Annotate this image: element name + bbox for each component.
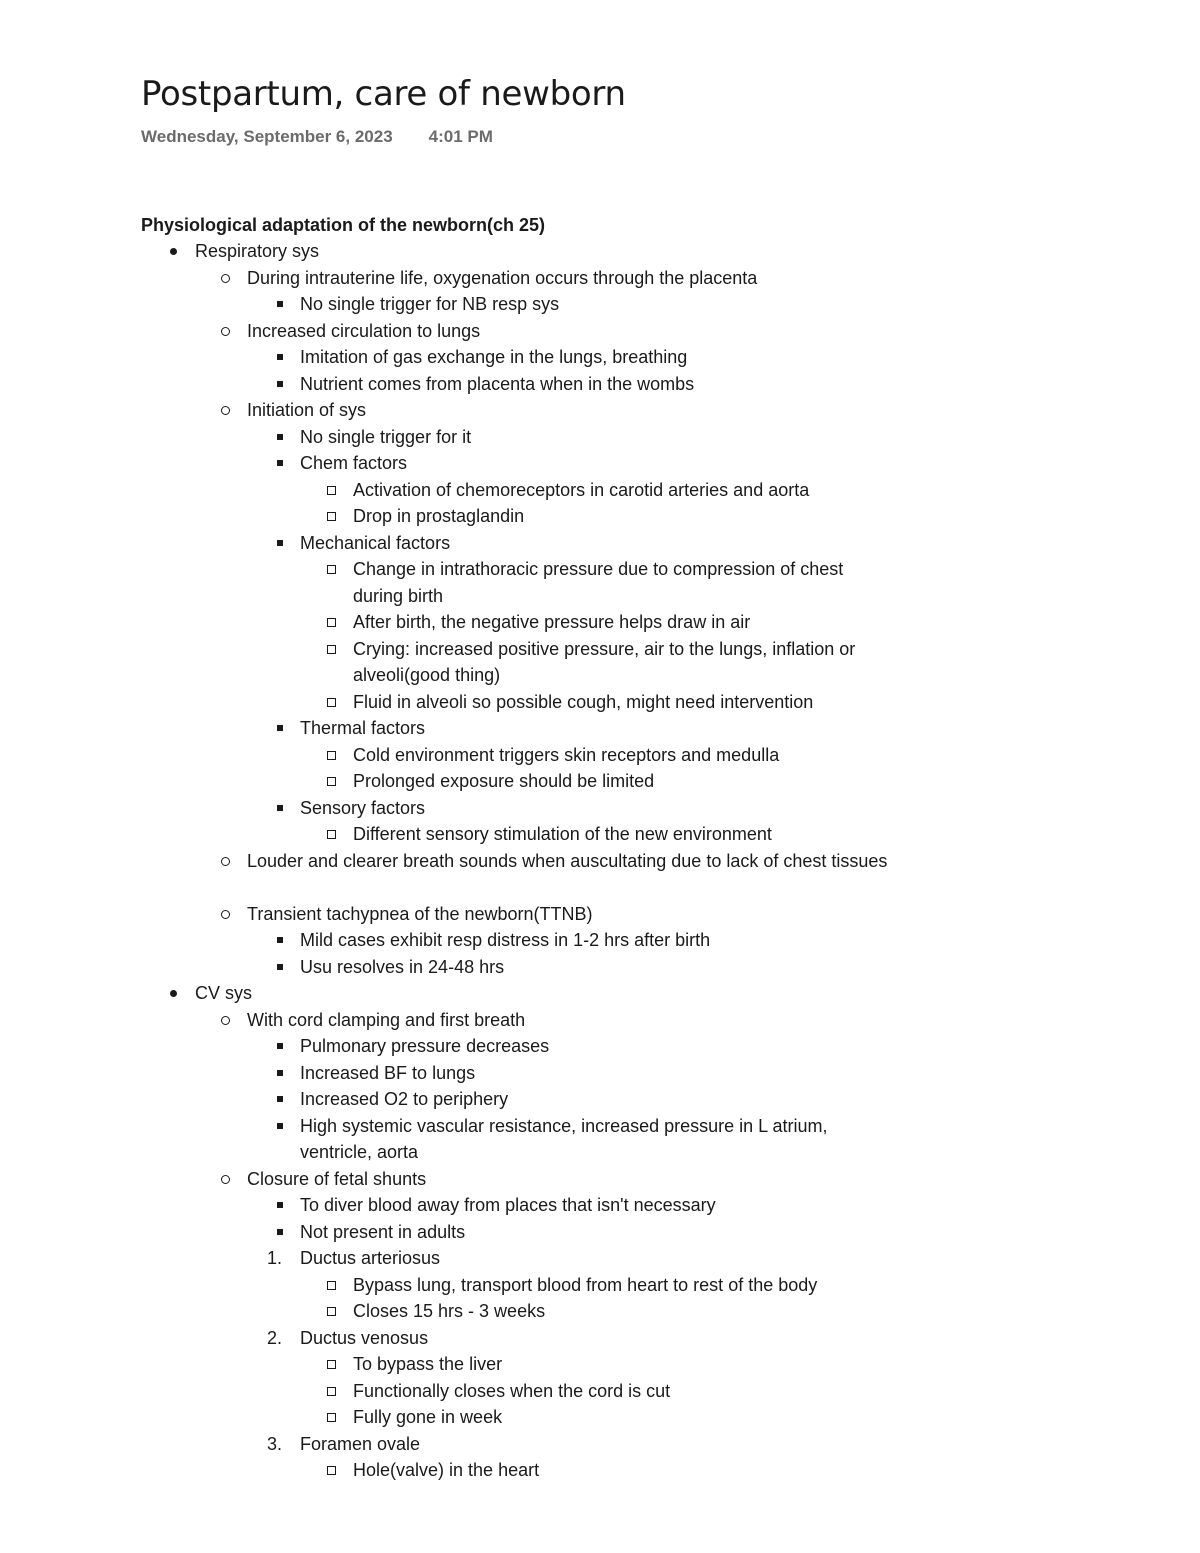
list-item [300,291,890,318]
list-item-text: Mild cases exhibit resp distress in 1-2 hrs after birth [300,930,711,950]
list-item [353,1272,890,1299]
list-item-text: Closure of fetal shunts [247,1168,427,1189]
section-heading: Physiological adaptation of the newborn(ch 25) [141,215,546,235]
list-item [353,477,890,504]
list-item-text: Ductus arteriosus [300,1248,441,1268]
list-item-text: Different sensory stimulation of the new environment [353,824,772,844]
list-item [353,1457,890,1484]
list-item [247,318,890,345]
list-item [247,397,890,424]
list-item-text: Sensory factors [300,797,426,818]
list-item-text: Increased circulation to lungs [247,320,481,341]
list-item-text: Change in intrathoracic pressure due to compression of chest during birth [353,559,844,606]
list-item [300,1060,890,1087]
list-item-text: Usu resolves in 24-48 hrs [300,956,505,977]
list-item [300,954,890,981]
list-item [353,821,890,848]
list-item [353,556,890,609]
list-item [353,689,890,716]
list-item [353,742,890,769]
list-item [247,848,890,875]
list-item-text: Chem factors [300,453,408,473]
list-item-text: Initiation of sys [247,400,367,420]
list-item [353,503,890,530]
list-item [300,424,890,451]
list-item-text: Prolonged exposure should be limited [353,771,655,791]
page-title: Postpartum, care of newborn [141,74,626,114]
list-item-text: Imitation of gas exchange in the lungs, breathing [300,347,688,367]
list-item-text: Respiratory sys [195,241,320,261]
list-item [353,1351,890,1378]
list-item-text: Bypass lung, transport blood from heart to rest of the body [353,1274,818,1295]
list-item-text: Not present in adults [300,1221,466,1242]
list-item [267,1325,890,1352]
list-item-text: CV sys [195,983,253,1003]
list-item-text: No single trigger for it [300,426,472,447]
list-item [300,344,890,371]
list-item-text: With cord clamping and first breath [247,1009,526,1030]
list-item-text: After birth, the negative pressure helps draw in air [353,612,751,632]
list-item-text: To bypass the liver [353,1354,503,1374]
list-item [247,901,890,928]
list-item [267,1431,890,1458]
list-item [300,1219,890,1246]
list-item [300,1033,890,1060]
page-time: 4:01 PM [428,127,493,146]
list-item [247,1007,890,1034]
list-item [247,265,890,292]
list-item-text: Hole(valve) in the heart [353,1460,540,1480]
list-item-text: Nutrient comes from placenta when in the wombs [300,373,695,394]
list-item [353,1404,890,1431]
list-item [195,238,890,265]
list-item-text: Fluid in alveoli so possible cough, might need intervention [353,691,814,712]
list-item [300,927,890,954]
list-item-text: Crying: increased positive pressure, air to the lungs, inflation or alveoli(good thing) [353,638,856,685]
list-item-text: Closes 15 hrs - 3 weeks [353,1301,546,1321]
list-item-text: Pulmonary pressure decreases [300,1036,550,1056]
list-item [267,1245,890,1272]
list-item-text: Increased O2 to periphery [300,1089,509,1109]
list-item [353,768,890,795]
list-item [300,715,890,742]
list-item-text: Increased BF to lungs [300,1062,476,1083]
list-item [300,795,890,822]
list-item [353,1378,890,1405]
list-item-text: Fully gone in week [353,1407,503,1427]
list-item-text: No single trigger for NB resp sys [300,294,560,314]
list-item [353,609,890,636]
list-item-text: Drop in prostaglandin [353,506,525,526]
list-item-text: During intrauterine life, oxygenation occurs through the placenta [247,267,758,288]
list-item-text: To diver blood away from places that isn't necessary [300,1195,716,1215]
list-item [353,1298,890,1325]
list-item [247,1166,890,1193]
list-item-text: Functionally closes when the cord is cut [353,1380,671,1401]
list-number: 3. [267,1433,283,1454]
list-item [195,980,890,1007]
list-number: 2. [267,1327,283,1348]
list-item [300,371,890,398]
list-item-text: High systemic vascular resistance, increased pressure in L atrium, ventricle, aorta [300,1115,828,1162]
list-item-text: Mechanical factors [300,532,451,553]
list-item-text: Louder and clearer breath sounds when auscultating due to lack of chest tissues [247,850,888,871]
list-item-text: Foramen ovale [300,1433,421,1454]
list-item-text: Ductus venosus [300,1327,429,1348]
list-item [300,1113,890,1166]
list-item [300,1192,890,1219]
page-meta [141,127,493,147]
list-item [353,636,890,689]
list-item [300,530,890,557]
list-item [300,450,890,477]
list-item [300,1086,890,1113]
list-number: 1. [267,1248,283,1268]
list-item-text: Transient tachypnea of the newborn(TTNB) [247,903,593,924]
list-item-text: Activation of chemoreceptors in carotid arteries and aorta [353,479,810,500]
list-item-text: Thermal factors [300,718,426,738]
page-date: Wednesday, September 6, 2023 [141,127,393,146]
list-item-text: Cold environment triggers skin receptors and medulla [353,744,780,765]
